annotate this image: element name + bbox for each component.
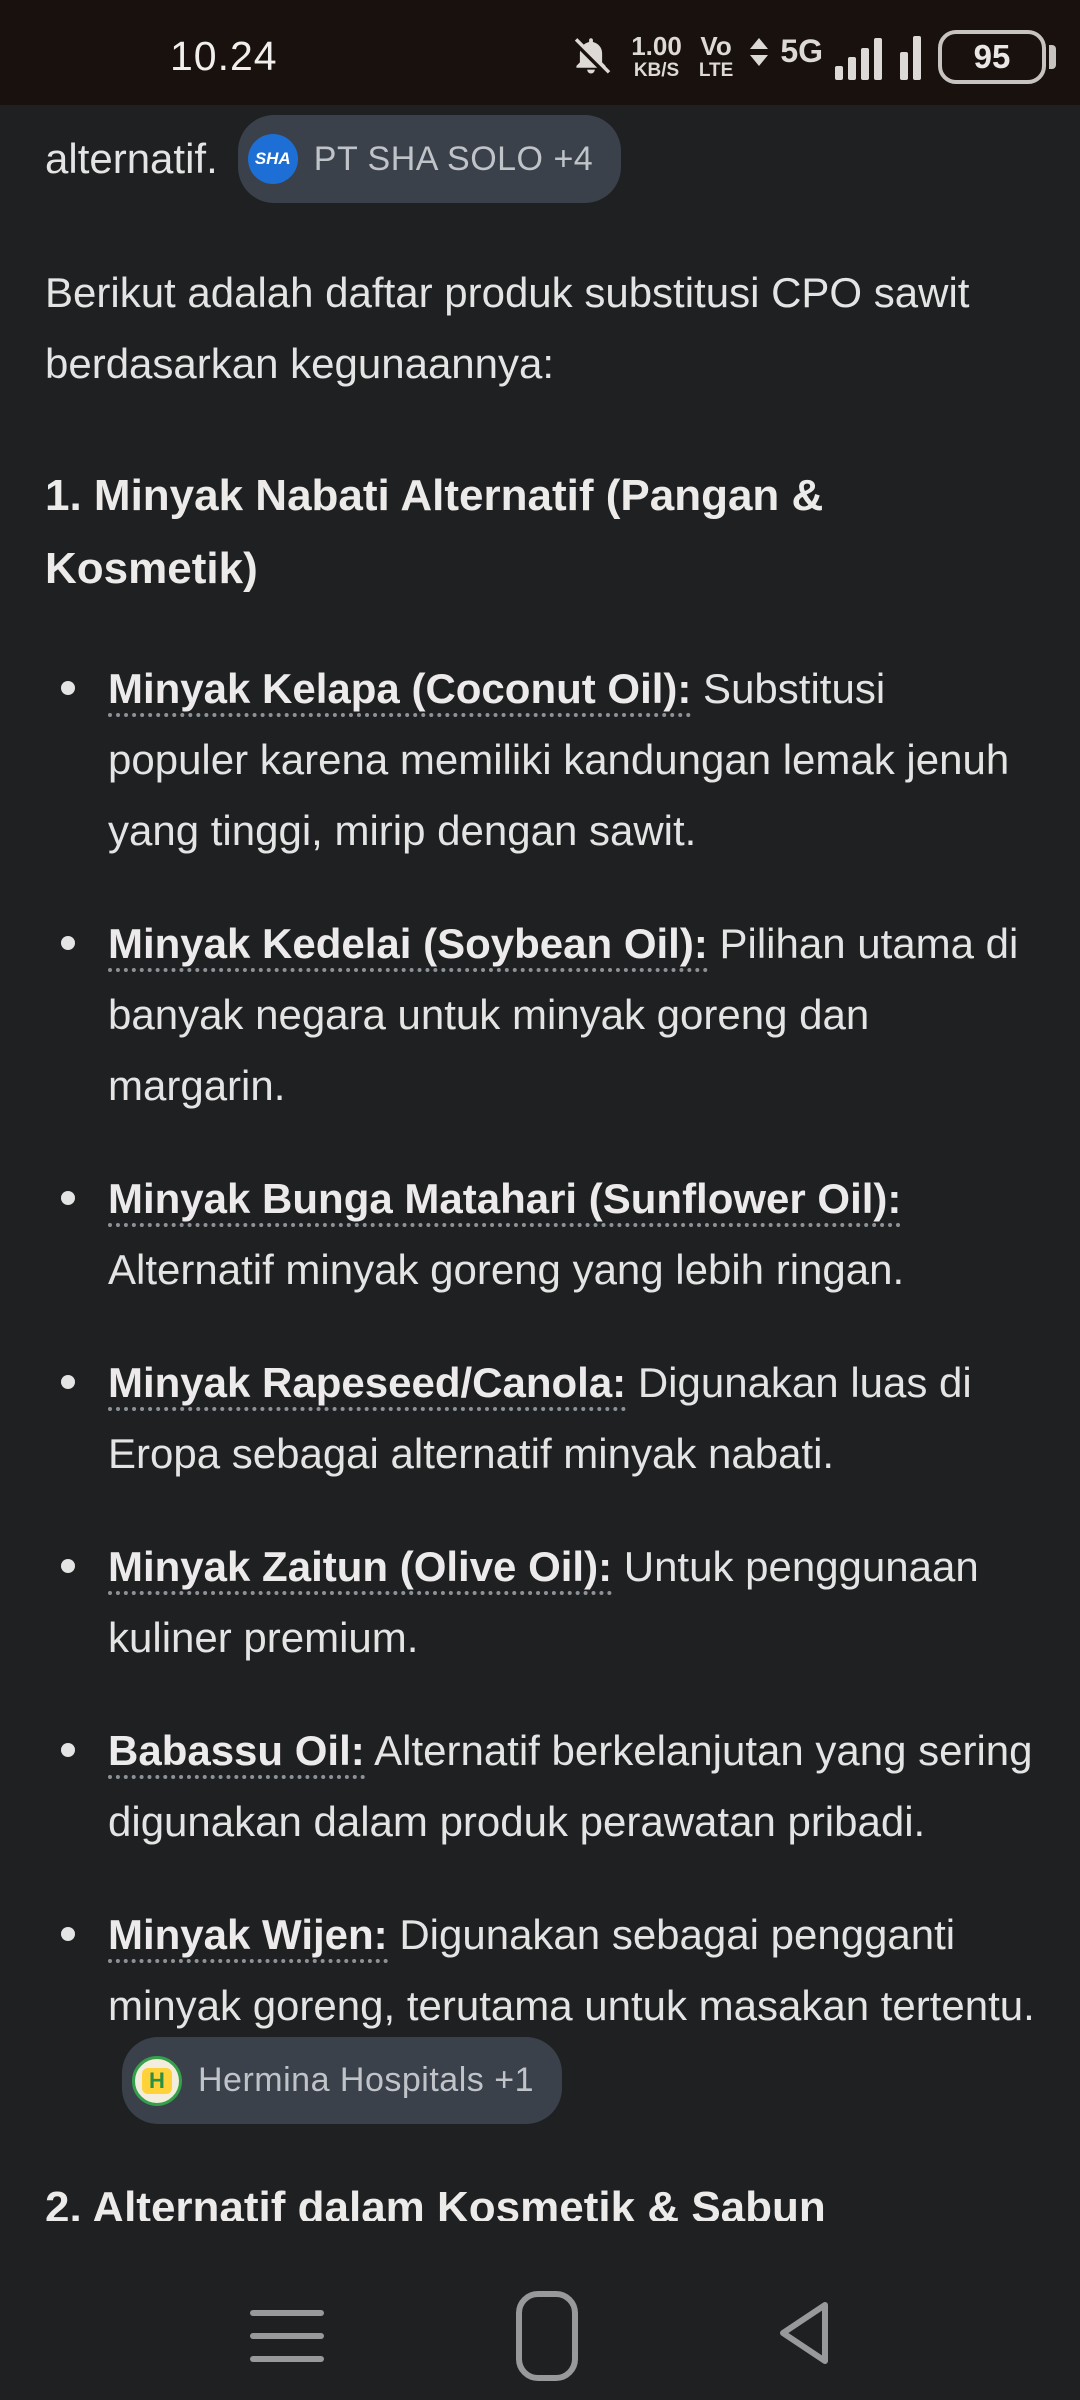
list-item [45,1899,1035,2128]
network-speed-indicator: 1.00 KB/S [631,31,682,81]
term-minyak-rapeseed: Minyak Rapeseed/Canola: [108,1359,626,1411]
term-babassu-oil: Babassu Oil: [108,1727,365,1779]
item-text: Alternatif minyak goreng yang lebih ringan. [108,1246,905,1293]
term-minyak-bunga-matahari: Minyak Bunga Matahari (Sunflower Oil): [108,1175,901,1227]
intro-text: alternatif. [45,135,218,182]
term-minyak-zaitun: Minyak Zaitun (Olive Oil): [108,1543,612,1595]
list-item [45,1163,1035,1305]
list-item [45,1347,1035,1489]
section-heading-1: 1. Minyak Nabati Alternatif (Pangan & Kosmetik) [45,471,824,593]
status-bar-icons [568,30,1056,84]
term-minyak-kedelai: Minyak Kedelai (Soybean Oil): [108,920,708,972]
section-heading-2-cutoff: 2. Alternatif dalam Kosmetik & Sabun [45,2186,826,2221]
term-minyak-wijen: Minyak Wijen: [108,1911,388,1963]
signal-bars-sim2-icon [900,36,921,80]
battery-icon [938,30,1056,84]
chat-response [0,105,1080,2221]
list-item [45,908,1035,1121]
citation-chip-label: PT SHA SOLO +4 [313,140,594,178]
paragraph: Berikut adalah daftar produk substitusi CPO sawit berdasarkan kegunaannya: [45,269,970,387]
bullet-list [45,653,1035,2128]
home-button[interactable] [516,2291,578,2381]
status-bar [0,0,1080,105]
back-button[interactable] [770,2296,836,2375]
sha-logo-icon: SHA [248,134,298,184]
citation-chip-label: Hermina Hospitals +1 [198,2061,534,2099]
notifications-off-icon [568,34,614,80]
item-text: Digunakan luas di Eropa sebagai alternatif minyak nabati. [108,1359,972,1477]
list-item [45,1715,1035,1857]
volte-indicator: Vo LTE [698,31,734,81]
item-text: Alternatif berkelanjutan yang sering digunakan dalam produk perawatan pribadi. [108,1727,1033,1845]
android-nav-bar [0,2285,1080,2400]
signal-bars-sim1-icon [835,38,882,80]
dual-arrow-icon [750,38,768,66]
cellular-signal-cluster [750,33,921,80]
recents-button[interactable] [250,2310,324,2362]
citation-chip-hermina[interactable] [122,2037,562,2124]
citation-chip-pt-sha-solo[interactable] [238,115,621,203]
intro-line [45,115,1035,203]
clock: 10.24 [170,33,278,79]
battery-percent: 95 [938,30,1046,84]
item-text: Digunakan sebagai pengganti minyak goreng, terutama untuk masakan tertentu. [108,1911,1035,2029]
list-item [45,653,1035,866]
hermina-logo-icon: H [132,2056,182,2106]
item-text: Untuk penggunaan kuliner premium. [108,1543,979,1661]
item-text: Pilihan utama di banyak negara untuk minyak goreng dan margarin. [108,920,1019,1109]
network-type-label: 5G [780,33,823,69]
item-text: Substitusi populer karena memiliki kandungan lemak jenuh yang tinggi, mirip dengan sawit. [108,665,1010,854]
list-item [45,1531,1035,1673]
term-minyak-kelapa: Minyak Kelapa (Coconut Oil): [108,665,691,717]
